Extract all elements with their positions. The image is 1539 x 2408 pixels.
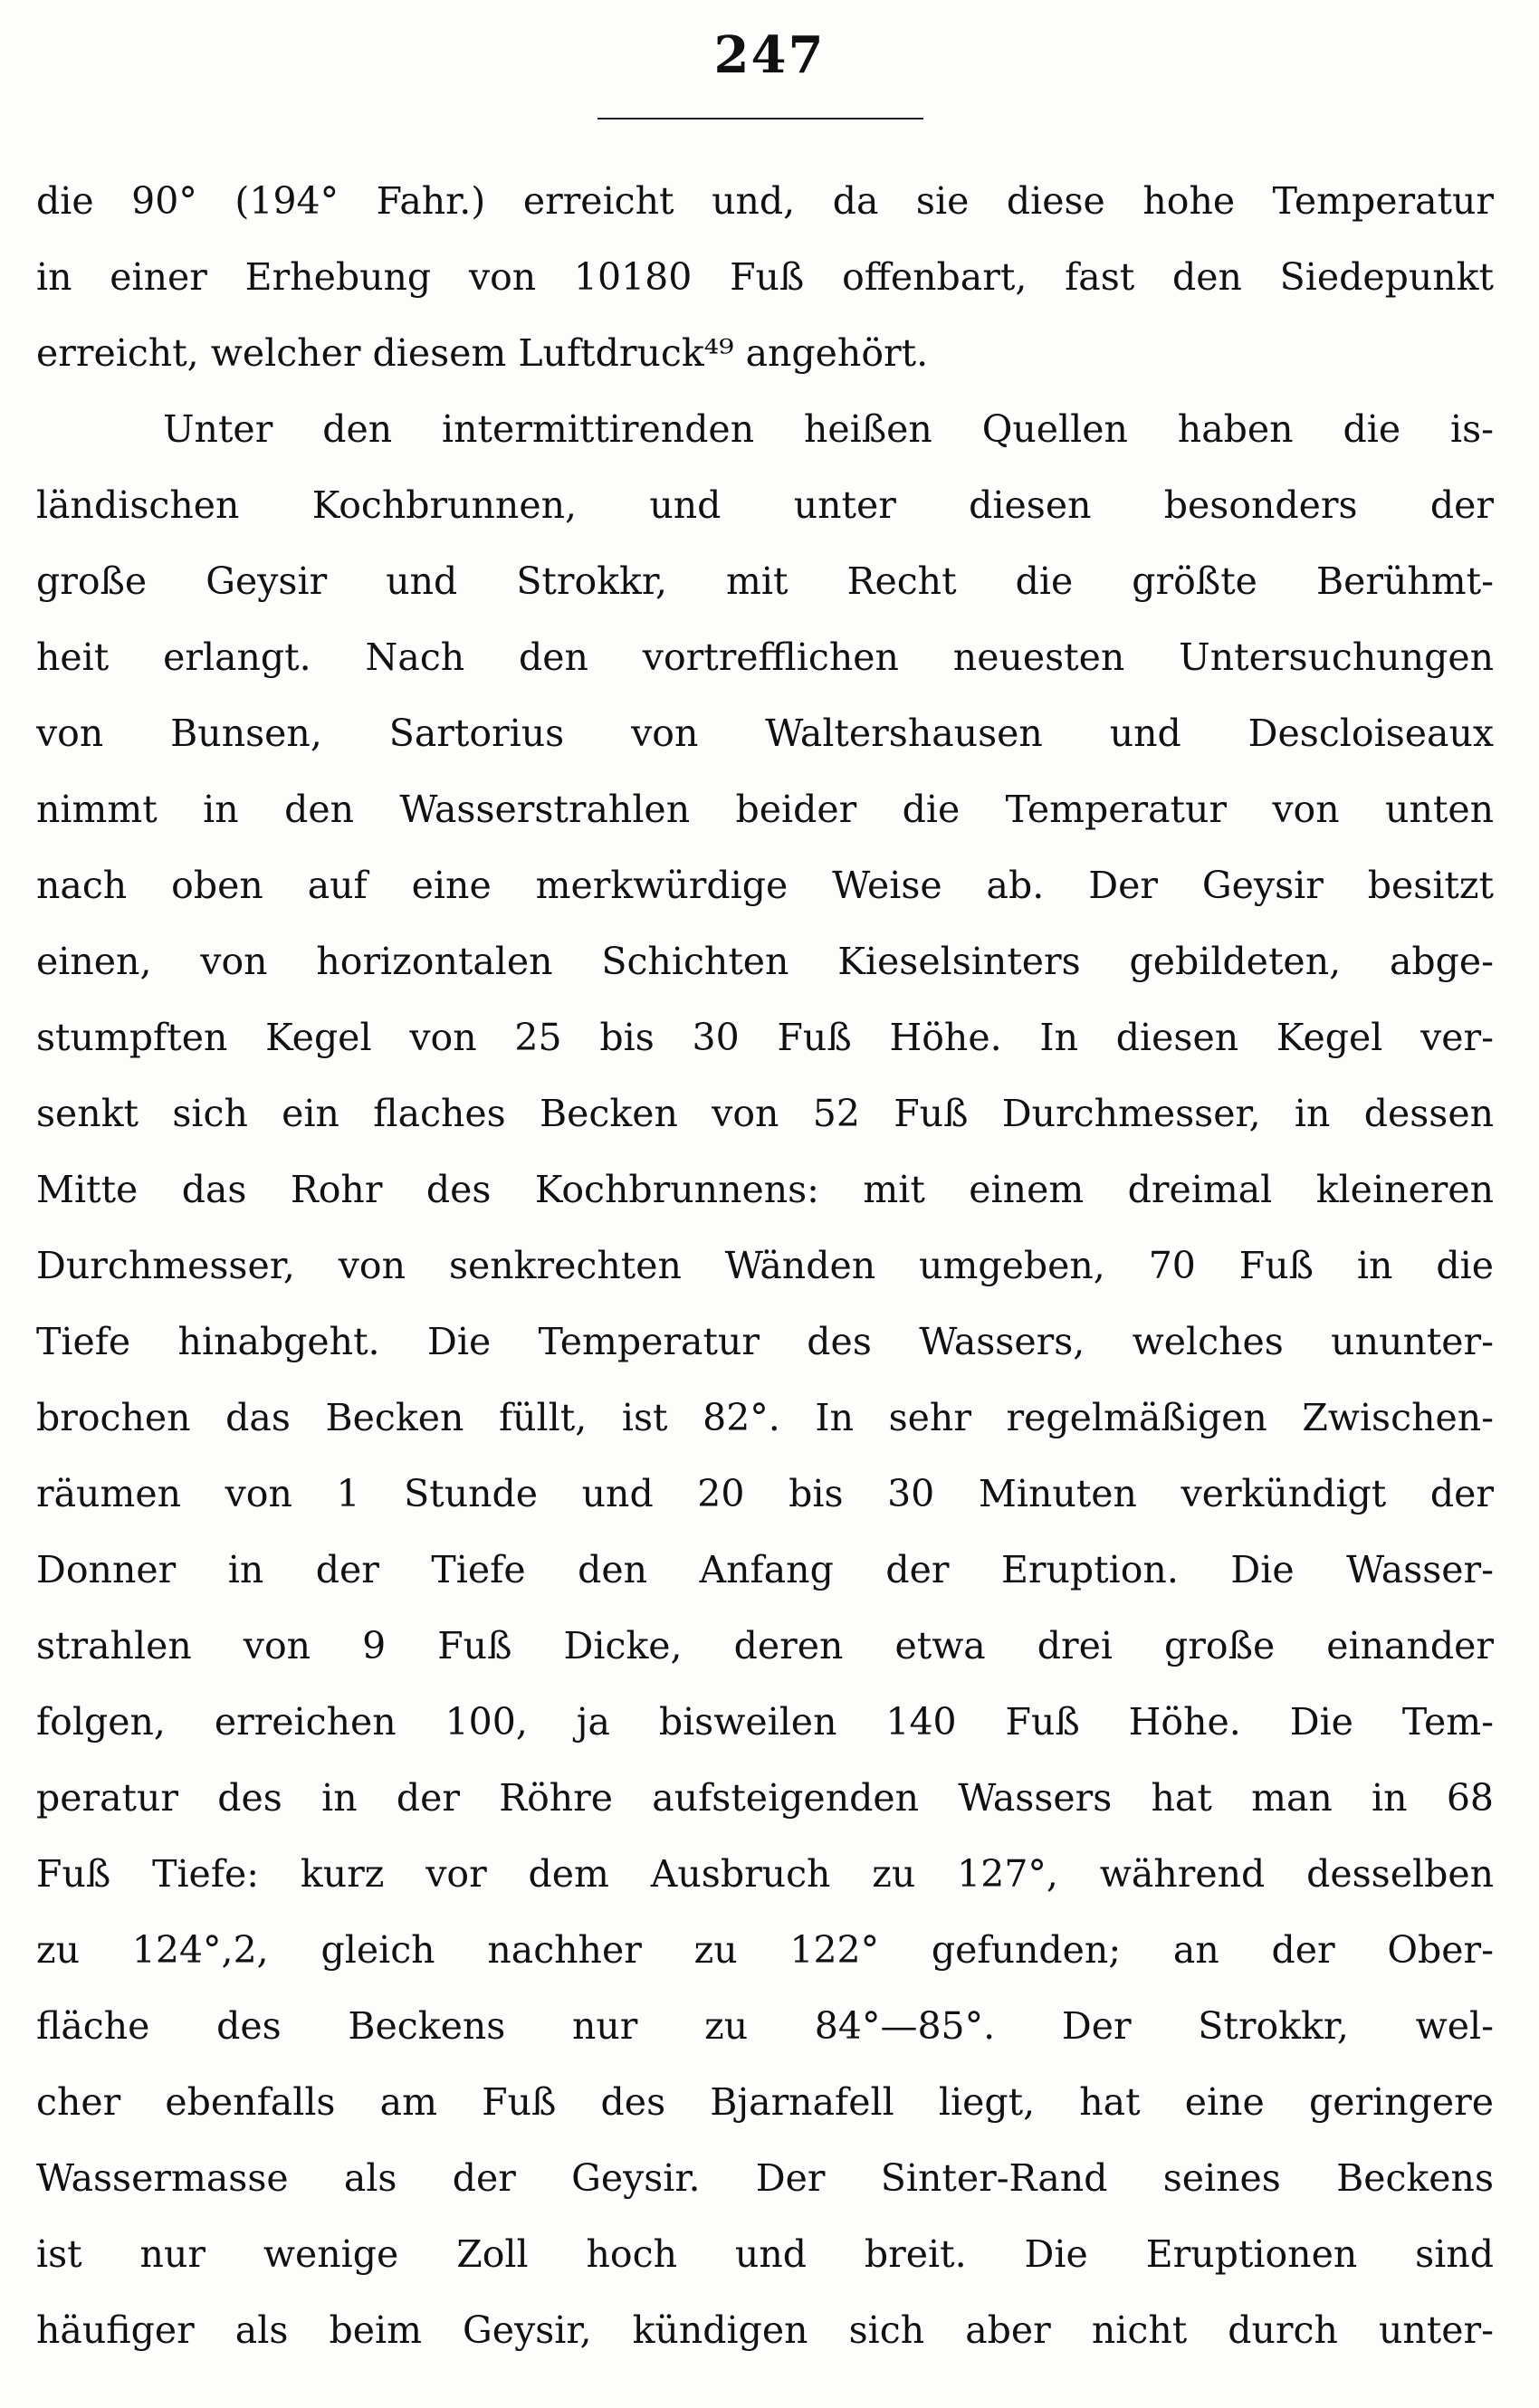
text-line: folgen, erreichen 100, ja bisweilen 140 Fuß Höhe. Die Tem-	[36, 1700, 1494, 1744]
text-line: zu 124°,2, gleich nachher zu 122° gefunden; an der Ober-	[36, 1928, 1494, 1972]
text-line: in einer Erhebung von 10180 Fuß offenbart, fast den Siedepunkt	[36, 255, 1494, 299]
text-line: Wassermasse als der Geysir. Der Sinter-Rand seines Beckens	[36, 2156, 1494, 2200]
text-line: heit erlangt. Nach den vortrefflichen neuesten Untersuchungen	[36, 635, 1494, 679]
text-line: erreicht, welcher diesem Luftdruck⁴⁹ angehört.	[36, 331, 929, 375]
text-line: Mitte das Rohr des Kochbrunnens: mit einem dreimal kleineren	[36, 1168, 1494, 1211]
text-line: Tiefe hinabgeht. Die Temperatur des Wassers, welches ununter-	[36, 1320, 1494, 1363]
text-line: Fuß Tiefe: kurz vor dem Ausbruch zu 127°, während desselben	[36, 1852, 1494, 1896]
text-line: peratur des in der Röhre aufsteigenden Wassers hat man in 68	[36, 1776, 1494, 1820]
text-line: fläche des Beckens nur zu 84°—85°. Der Strokkr, wel-	[36, 2004, 1494, 2048]
text-line: einen, von horizontalen Schichten Kieselsinters gebildeten, abge-	[36, 940, 1494, 983]
text-line: Durchmesser, von senkrechten Wänden umgeben, 70 Fuß in die	[36, 1244, 1494, 1287]
text-line: nach oben auf eine merkwürdige Weise ab. Der Geysir besitzt	[36, 864, 1494, 907]
text-line: strahlen von 9 Fuß Dicke, deren etwa drei große einander	[36, 1624, 1494, 1667]
header-rule	[597, 118, 923, 119]
text-line: räumen von 1 Stunde und 20 bis 30 Minuten verkündigt der	[36, 1472, 1494, 1515]
text-line: ländischen Kochbrunnen, und unter diesen besonders der	[36, 483, 1494, 527]
text-line: Donner in der Tiefe den Anfang der Eruption. Die Wasser-	[36, 1548, 1494, 1591]
text-line: ist nur wenige Zoll hoch und breit. Die Eruptionen sind	[36, 2232, 1494, 2276]
text-line: von Bunsen, Sartorius von Waltershausen und Descloiseaux	[36, 712, 1494, 755]
page-number: 247	[713, 25, 826, 85]
text-line: senkt sich ein flaches Becken von 52 Fuß Durchmesser, in dessen	[36, 1092, 1494, 1135]
text-line: Unter den intermittirenden heißen Quellen haben die is-	[163, 407, 1494, 451]
text-line: brochen das Becken füllt, ist 82°. In sehr regelmäßigen Zwischen-	[36, 1396, 1494, 1439]
text-line: stumpften Kegel von 25 bis 30 Fuß Höhe. In diesen Kegel ver-	[36, 1016, 1494, 1059]
text-line: häufiger als beim Geysir, kündigen sich aber nicht durch unter-	[36, 2308, 1494, 2352]
body-text	[36, 163, 1494, 2368]
text-line: die 90° (194° Fahr.) erreicht und, da sie diese hohe Temperatur	[36, 179, 1494, 223]
text-line: große Geysir und Strokkr, mit Recht die größte Berühmt-	[36, 559, 1494, 603]
text-line: nimmt in den Wasserstrahlen beider die Temperatur von unten	[36, 788, 1494, 831]
text-line: cher ebenfalls am Fuß des Bjarnafell liegt, hat eine geringere	[36, 2080, 1494, 2124]
